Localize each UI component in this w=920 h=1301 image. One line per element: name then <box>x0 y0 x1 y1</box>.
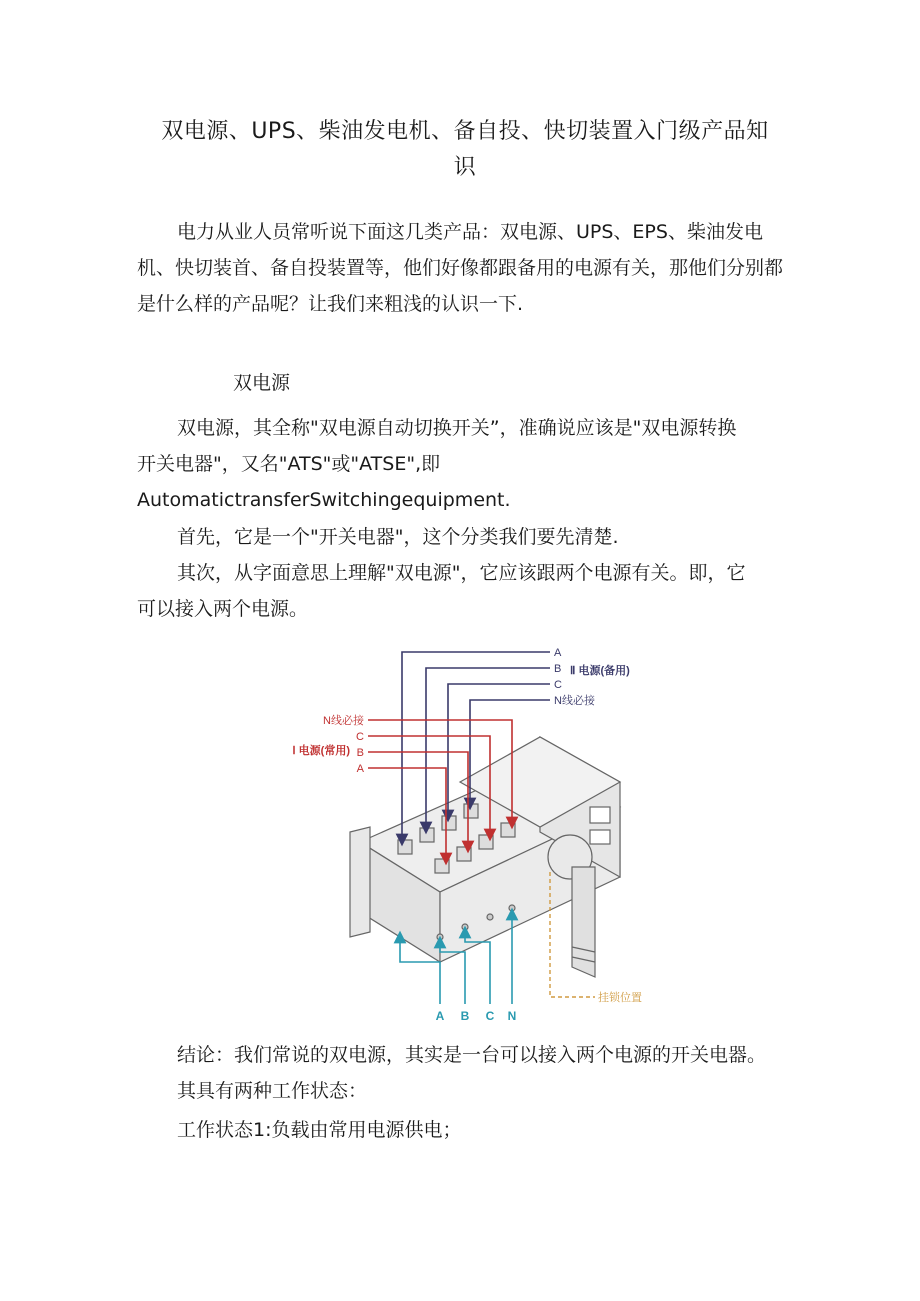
load-label-n: N <box>507 1009 517 1023</box>
switch-device <box>350 737 620 977</box>
lock-label: 挂锁位置 <box>598 992 642 1004</box>
backup-label-n: N线必接 <box>554 695 595 707</box>
paragraph-second-line-1: 其次，从字面意思上理解"双电源"，它应该跟两个电源有关。即，它 <box>177 562 746 584</box>
title-line-1: 双电源、UPS、柴油发电机、备自投、快切装置入门级产品知 <box>161 119 769 144</box>
backup-source-label: Ⅱ 电源(备用) <box>570 665 630 677</box>
normal-source-label: Ⅰ 电源(常用) <box>292 745 350 757</box>
paragraph-definition <box>137 410 787 518</box>
backup-label-a: A <box>554 647 562 659</box>
paragraph-definition-line-2: 开关电器"，又名"ATS"或"ATSE",即 <box>137 453 441 475</box>
paragraph-definition-line-3: AutomatictransferSwitchingequipment. <box>137 489 511 511</box>
intro-paragraph: 电力从业人员常听说下面这几类产品：双电源、UPS、EPS、柴油发电机、快切装首、备自投装置等，他们好像都跟备用的电源有关，那他们分别都是什么样的产品呢？让我们来粗浅的认识一下. <box>137 221 784 315</box>
normal-label-c: C <box>356 731 364 743</box>
paragraph-second <box>137 555 787 627</box>
normal-label-n: N线必接 <box>323 715 364 727</box>
section-heading: 双电源 <box>233 372 291 394</box>
document-title <box>140 114 790 186</box>
normal-label-a: A <box>356 763 364 775</box>
load-label-a: A <box>435 1009 445 1023</box>
paragraph-states-intro: 其具有两种工作状态： <box>177 1080 368 1102</box>
ats-wiring-diagram <box>250 642 660 1024</box>
paragraph-definition-line-1: 双电源，其全称"双电源自动切换开关”，准确说应该是"双电源转换 <box>177 417 737 439</box>
paragraph-first: 首先，它是一个"开关电器"，这个分类我们要先清楚. <box>177 526 619 548</box>
paragraph-state-1: 工作状态1:负载由常用电源供电； <box>177 1119 462 1141</box>
paragraph-conclusion: 结论：我们常说的双电源，其实是一台可以接入两个电源的开关电器。 <box>177 1044 767 1066</box>
backup-label-c: C <box>554 679 562 691</box>
title-line-2: 识 <box>453 155 477 180</box>
normal-label-b: B <box>356 747 364 759</box>
paragraph-second-line-2: 可以接入两个电源。 <box>137 598 309 620</box>
load-label-c: C <box>485 1009 495 1023</box>
load-label-b: B <box>460 1009 470 1023</box>
backup-label-b: B <box>554 663 562 675</box>
